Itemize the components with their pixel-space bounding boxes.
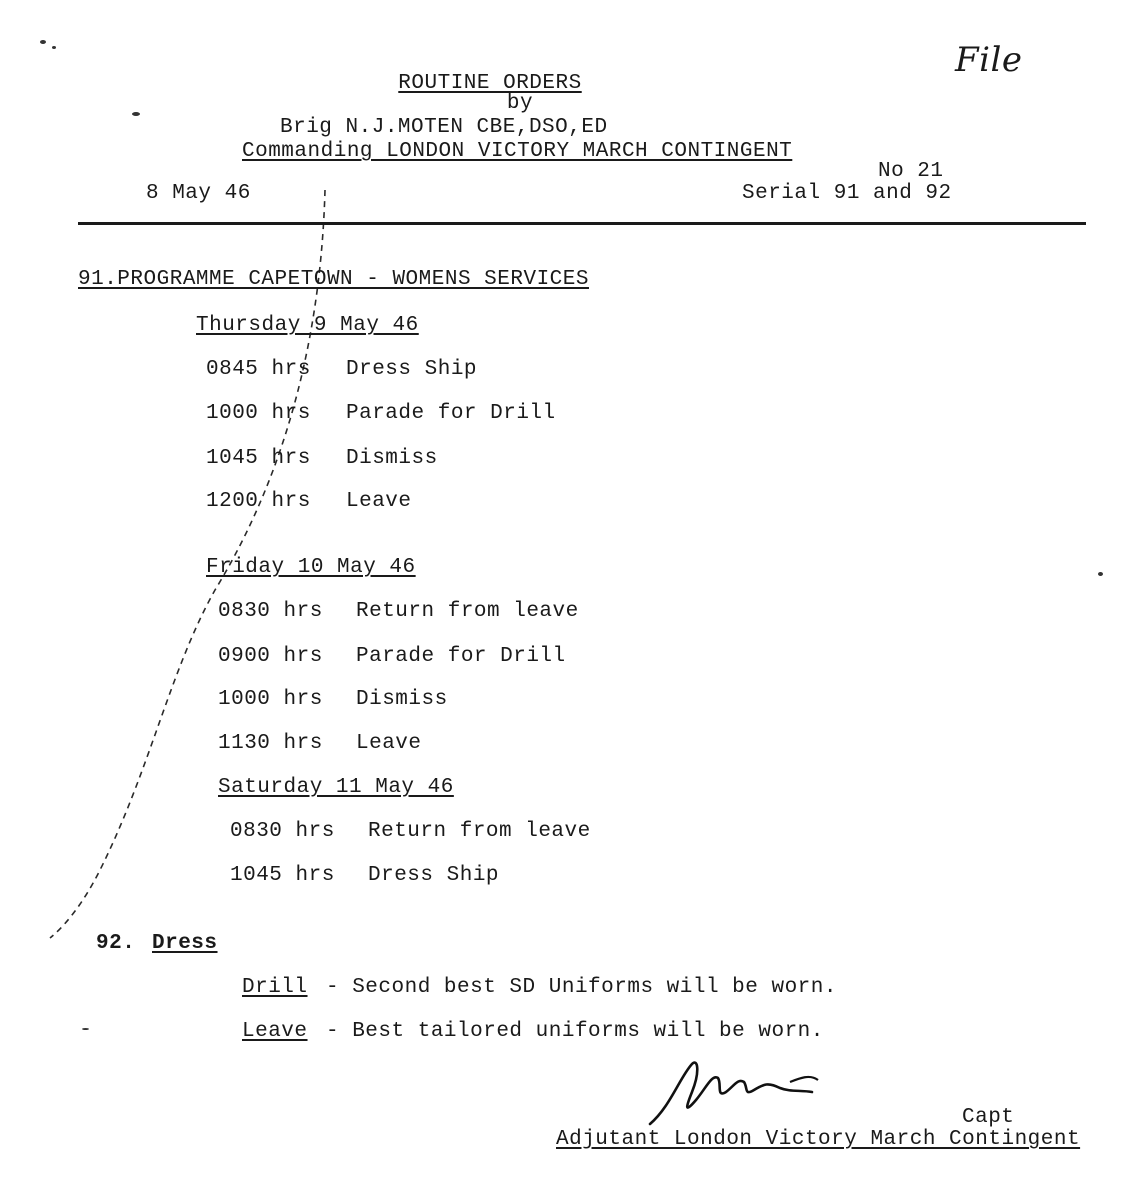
day-heading: Friday 10 May 46 — [206, 556, 416, 579]
schedule-activity: Parade for Drill — [356, 645, 566, 668]
section-91-heading: 91.PROGRAMME CAPETOWN - WOMENS SERVICES — [78, 268, 589, 291]
schedule-time: 1045 hrs — [206, 447, 311, 470]
command-title: Commanding LONDON VICTORY MARCH CONTINGENT — [242, 140, 793, 163]
dress-text-drill: - Second best SD Uniforms will be worn. — [326, 976, 837, 999]
commander-name: Brig N.J.MOTEN CBE,DSO,ED — [280, 116, 608, 139]
schedule-activity: Parade for Drill — [346, 402, 556, 425]
order-number: No 21 — [878, 160, 944, 183]
schedule-time: 1130 hrs — [218, 732, 323, 755]
schedule-activity: Dress Ship — [346, 358, 478, 381]
dress-label-leave: Leave — [242, 1020, 308, 1043]
schedule-time: 1200 hrs — [206, 490, 311, 513]
signature-scrawl — [640, 1052, 850, 1132]
schedule-time: 0900 hrs — [218, 645, 323, 668]
day-heading: Thursday 9 May 46 — [196, 314, 419, 337]
section-92-number: 92. — [96, 932, 136, 955]
schedule-activity: Return from leave — [356, 600, 579, 623]
schedule-activity: Return from leave — [368, 820, 591, 843]
header-divider — [78, 222, 1086, 225]
document-title: ROUTINE ORDERS — [398, 72, 582, 95]
day-heading: Saturday 11 May 46 — [218, 776, 454, 799]
dress-label-drill: Drill — [242, 976, 308, 999]
schedule-activity: Leave — [356, 732, 422, 755]
schedule-activity: Dismiss — [356, 688, 448, 711]
dress-text-leave: - Best tailored uniforms will be worn. — [326, 1020, 824, 1043]
schedule-time: 0830 hrs — [230, 820, 335, 843]
schedule-time: 1000 hrs — [206, 402, 311, 425]
signature-rank: Capt — [962, 1106, 1015, 1129]
schedule-activity: Leave — [346, 490, 412, 513]
order-date: 8 May 46 — [146, 182, 251, 205]
schedule-time: 0845 hrs — [206, 358, 311, 381]
file-annotation: File — [955, 40, 1023, 80]
section-92-heading: Dress — [152, 932, 218, 955]
schedule-time: 1000 hrs — [218, 688, 323, 711]
schedule-time: 1045 hrs — [230, 864, 335, 887]
order-serial: Serial 91 and 92 — [742, 182, 952, 205]
document-by: by — [506, 92, 534, 115]
signature-appointment: Adjutant London Victory March Contingent — [556, 1128, 1081, 1151]
schedule-activity: Dress Ship — [368, 864, 500, 887]
schedule-activity: Dismiss — [346, 447, 438, 470]
schedule-time: 0830 hrs — [218, 600, 323, 623]
